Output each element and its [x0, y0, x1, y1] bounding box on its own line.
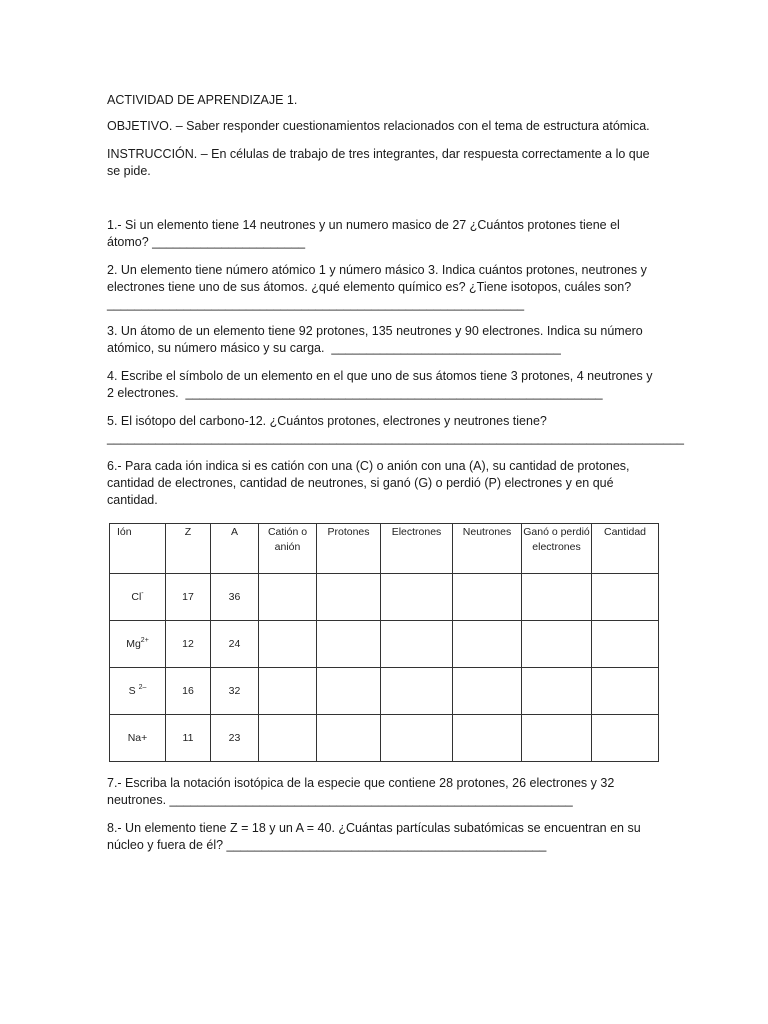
- ion-table-container: [109, 523, 659, 762]
- ion-cell: [110, 621, 166, 668]
- question-6: 6.- Para cada ión indica si es catión con una (C) o anión con una (A), su cantidad de protones, cantidad de electrones, cantidad de neutrones, si ganó (G) o perdió (P) electrones y en qué cantidad.: [107, 459, 634, 507]
- ion-symbol: Cl: [131, 590, 142, 603]
- ion-cell: [110, 715, 166, 762]
- ion-cell: [110, 574, 166, 621]
- answer-cell[interactable]: [259, 668, 317, 715]
- answer-cell[interactable]: [317, 715, 381, 762]
- question-3: 3. Un átomo de un elemento tiene 92 protones, 135 neutrones y 90 electrones. Indica su número atómico, su número másico y su carga. _________________________________: [107, 324, 647, 355]
- question-5: 5. El isótopo del carbono-12. ¿Cuántos protones, electrones y neutrones tiene? ___________________________________________________________________________________: [107, 414, 685, 445]
- z-cell: 17: [166, 574, 211, 621]
- answer-cell[interactable]: [317, 668, 381, 715]
- answer-cell[interactable]: [381, 715, 453, 762]
- header-electrons: Electrones: [381, 524, 453, 574]
- answer-cell[interactable]: [453, 621, 522, 668]
- question-4: 4. Escribe el símbolo de un elemento en el que uno de sus átomos tiene 3 protones, 4 neutrones y 2 electrones. ____________________________________________________________: [107, 369, 656, 400]
- answer-cell[interactable]: [453, 574, 522, 621]
- table-row: [110, 621, 659, 668]
- question-1: 1.- Si un elemento tiene 14 neutrones y un numero masico de 27 ¿Cuántos protones tiene el átomo? ______________________: [107, 218, 624, 249]
- answer-cell[interactable]: [522, 715, 592, 762]
- header-ion: Ión: [110, 524, 166, 574]
- table-row: [110, 668, 659, 715]
- page-title: ACTIVIDAD DE APRENDIZAJE 1.: [107, 93, 298, 107]
- answer-cell[interactable]: [522, 621, 592, 668]
- a-cell: 23: [211, 715, 259, 762]
- header-a: A: [211, 524, 259, 574]
- header-z: Z: [166, 524, 211, 574]
- answer-cell[interactable]: [381, 621, 453, 668]
- ion-table: [109, 523, 659, 762]
- answer-cell[interactable]: [453, 668, 522, 715]
- z-cell: 12: [166, 621, 211, 668]
- ion-charge: 2+: [140, 636, 149, 644]
- ion-cell: [110, 668, 166, 715]
- answer-cell[interactable]: [453, 715, 522, 762]
- ion-symbol: Mg: [126, 637, 141, 650]
- z-cell: 11: [166, 715, 211, 762]
- ion-symbol: Na+: [127, 731, 148, 744]
- answer-cell[interactable]: [317, 574, 381, 621]
- answer-cell[interactable]: [592, 715, 659, 762]
- header-protons: Protones: [317, 524, 381, 574]
- question-2: 2. Un elemento tiene número atómico 1 y número másico 3. Indica cuántos protones, neutrones y electrones tiene uno de sus átomos. ¿qué elemento químico es? ¿Tiene isotopos, cuáles son? ____________________________________________________________: [107, 263, 651, 311]
- answer-cell[interactable]: [317, 621, 381, 668]
- answer-cell[interactable]: [259, 621, 317, 668]
- a-cell: 24: [211, 621, 259, 668]
- question-8: 8.- Un elemento tiene Z = 18 y un A = 40. ¿Cuántas partículas subatómicas se encuentran en su núcleo y fuera de él? ______________________________________________: [107, 821, 645, 852]
- a-cell: 36: [211, 574, 259, 621]
- header-amount: Cantidad: [592, 524, 659, 574]
- header-gain-loss: Ganó o perdió electrones: [522, 524, 592, 574]
- answer-cell[interactable]: [259, 715, 317, 762]
- answer-cell[interactable]: [592, 574, 659, 621]
- answer-cell[interactable]: [592, 621, 659, 668]
- ion-charge: 2–: [138, 683, 147, 691]
- table-row: [110, 574, 659, 621]
- answer-cell[interactable]: [381, 574, 453, 621]
- instruction-text: INSTRUCCIÓN. – En células de trabajo de tres integrantes, dar respuesta correctamente a lo que se pide.: [107, 147, 654, 178]
- table-header-row: [110, 524, 659, 574]
- z-cell: 16: [166, 668, 211, 715]
- answer-cell[interactable]: [592, 668, 659, 715]
- ion-symbol: S: [128, 684, 139, 697]
- a-cell: 32: [211, 668, 259, 715]
- header-neutrons: Neutrones: [453, 524, 522, 574]
- header-cation-anion: Catión o anión: [259, 524, 317, 574]
- answer-cell[interactable]: [522, 574, 592, 621]
- ion-charge: -: [141, 589, 144, 597]
- answer-cell[interactable]: [381, 668, 453, 715]
- answer-cell[interactable]: [522, 668, 592, 715]
- question-7: 7.- Escriba la notación isotópica de la especie que contiene 28 protones, 26 electrones y 32 neutrones. __________________________________________________________: [107, 776, 618, 807]
- answer-cell[interactable]: [259, 574, 317, 621]
- table-row: [110, 715, 659, 762]
- objective-text: OBJETIVO. – Saber responder cuestionamientos relacionados con el tema de estructura atómica.: [107, 119, 650, 133]
